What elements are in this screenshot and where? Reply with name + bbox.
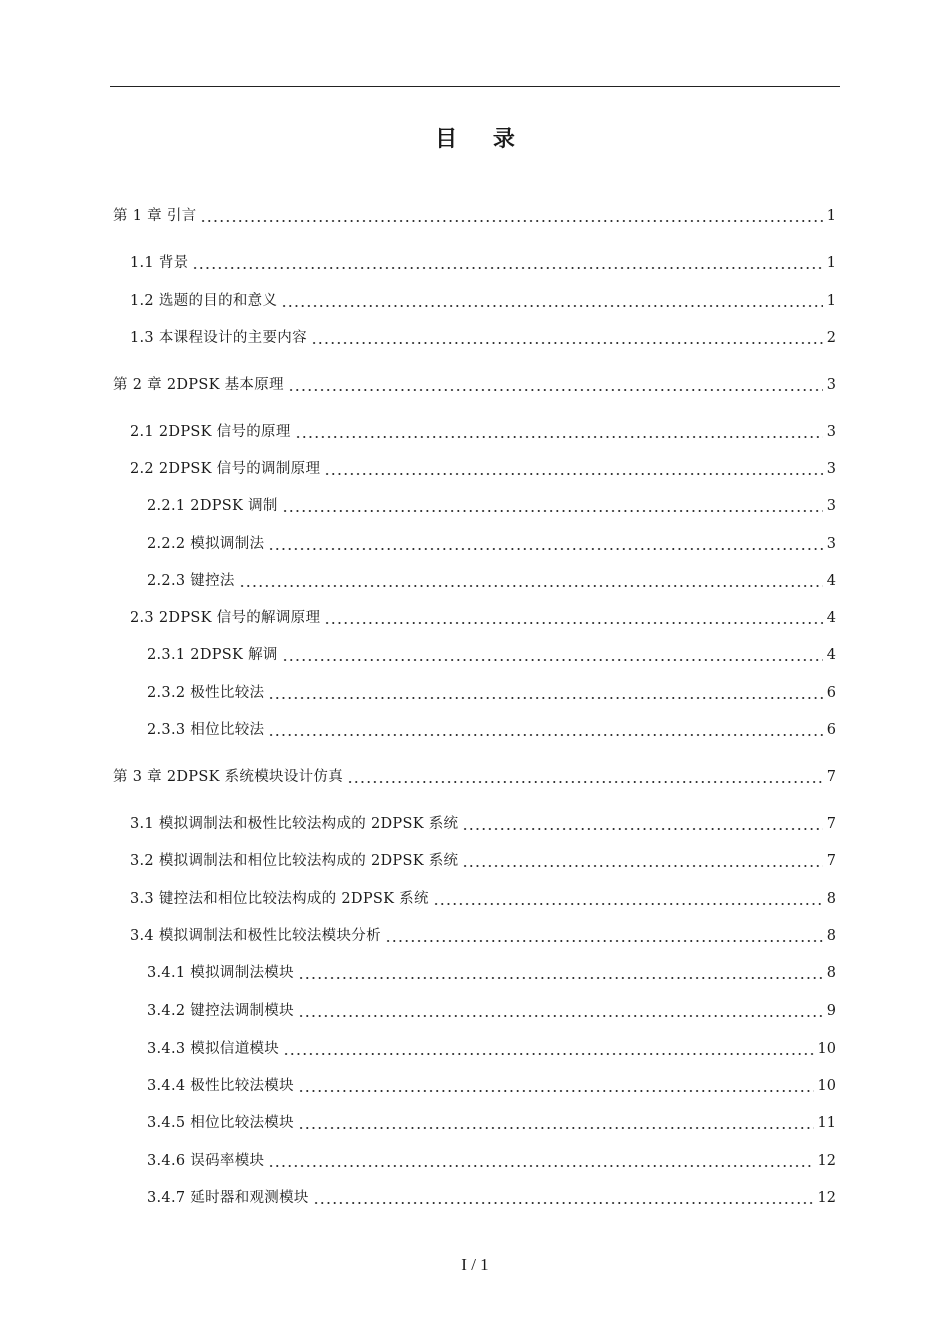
toc-entry[interactable] (147, 495, 836, 517)
toc-entry-page: 3 (826, 377, 836, 393)
toc-entry-label: 3.2 模拟调制法和相位比较法构成的 2DPSK 系统 (130, 853, 459, 869)
toc-dot-leader (268, 723, 822, 737)
toc-entry-page: 2 (826, 330, 836, 346)
toc-entry[interactable] (113, 766, 836, 788)
toc-dot-leader (462, 854, 822, 868)
toc-dot-leader (313, 1191, 814, 1205)
toc-entry-page: 3 (826, 461, 836, 477)
toc-entry-label: 第 2 章 2DPSK 基本原理 (113, 377, 284, 393)
toc-entry-label: 2.2.1 2DPSK 调制 (147, 498, 278, 514)
toc-entry-page: 10 (817, 1041, 836, 1057)
toc-entry[interactable] (147, 533, 836, 555)
toc-entry-label: 2.3.2 极性比较法 (147, 685, 265, 701)
toc-entry[interactable] (130, 327, 836, 349)
toc-entry-label: 2.3 2DPSK 信号的解调原理 (130, 610, 321, 626)
toc-entry-page: 4 (826, 610, 836, 626)
toc-dot-leader (268, 1154, 813, 1168)
toc-dot-leader (295, 425, 823, 439)
toc-entry-label: 2.3.1 2DPSK 解调 (147, 647, 278, 663)
toc-entry-page: 7 (826, 769, 836, 785)
toc-entry-page: 8 (826, 891, 836, 907)
toc-entry[interactable] (130, 888, 836, 910)
toc-dot-leader (268, 537, 822, 551)
toc-entry-label: 2.2.2 模拟调制法 (147, 536, 265, 552)
toc-dot-leader (283, 1042, 813, 1056)
toc-entry-label: 1.2 选题的目的和意义 (130, 293, 278, 309)
toc-entry[interactable] (130, 925, 836, 947)
toc-entry[interactable] (147, 1187, 836, 1209)
toc-entry-label: 3.4.5 相位比较法模块 (147, 1115, 294, 1131)
toc-entry-label: 3.1 模拟调制法和极性比较法构成的 2DPSK 系统 (130, 816, 459, 832)
toc-entry-label: 2.2.3 键控法 (147, 573, 235, 589)
toc-entry[interactable] (130, 607, 836, 629)
toc-entry[interactable] (147, 1075, 836, 1097)
toc-entry-page: 8 (826, 965, 836, 981)
toc-entry-page: 12 (817, 1190, 836, 1206)
toc-dot-leader (298, 1079, 814, 1093)
toc-entry[interactable] (130, 458, 836, 480)
toc-dot-leader (288, 378, 823, 392)
toc-dot-leader (324, 611, 823, 625)
toc-dot-leader (311, 331, 823, 345)
toc-entry-label: 3.4.6 误码率模块 (147, 1153, 265, 1169)
toc-entry[interactable] (147, 1112, 836, 1134)
toc-entry-label: 3.3 键控法和相位比较法构成的 2DPSK 系统 (130, 891, 429, 907)
toc-dot-leader (282, 499, 823, 513)
toc-entry-label: 3.4.1 模拟调制法模块 (147, 965, 294, 981)
page-number-footer: I / 1 (461, 1255, 489, 1274)
toc-entry-label: 3.4.3 模拟信道模块 (147, 1041, 280, 1057)
toc-dot-leader (282, 648, 823, 662)
toc-entry-label: 2.3.3 相位比较法 (147, 722, 265, 738)
toc-dot-leader (200, 209, 822, 223)
toc-entry-page: 7 (826, 816, 836, 832)
toc-entry-page: 4 (826, 573, 836, 589)
toc-dot-leader (298, 1004, 823, 1018)
toc-entry-label: 3.4 模拟调制法和极性比较法模块分析 (130, 928, 381, 944)
toc-dot-leader (298, 966, 823, 980)
toc-entry-page: 11 (817, 1115, 836, 1131)
toc-entry[interactable] (130, 290, 836, 312)
toc-entry[interactable] (147, 1038, 836, 1060)
toc-entry-page: 8 (826, 928, 836, 944)
toc-entry[interactable] (130, 850, 836, 872)
toc-entry[interactable] (147, 682, 836, 704)
toc-entry-page: 9 (826, 1003, 836, 1019)
toc-entry[interactable] (147, 962, 836, 984)
toc-entry[interactable] (130, 252, 836, 274)
toc-entry[interactable] (130, 813, 836, 835)
toc-entry-page: 1 (826, 293, 836, 309)
toc-entry[interactable] (147, 570, 836, 592)
toc-entry-label: 第 1 章 引言 (113, 208, 197, 224)
toc-entry-page: 3 (826, 424, 836, 440)
toc-title: 目 录 (435, 127, 529, 152)
toc-entry-page: 3 (826, 498, 836, 514)
toc-dot-leader (324, 462, 823, 476)
toc-entry-label: 2.1 2DPSK 信号的原理 (130, 424, 291, 440)
toc-entry[interactable] (147, 719, 836, 741)
toc-entry-label: 第 3 章 2DPSK 系统模块设计仿真 (113, 769, 344, 785)
toc-entry-page: 7 (826, 853, 836, 869)
toc-entry-page: 6 (826, 722, 836, 738)
toc-entry[interactable] (147, 1000, 836, 1022)
toc-entry-label: 1.1 背景 (130, 255, 189, 271)
toc-entry-page: 1 (826, 255, 836, 271)
toc-entry-label: 3.4.4 极性比较法模块 (147, 1078, 294, 1094)
toc-dot-leader (462, 817, 822, 831)
toc-entry-page: 3 (826, 536, 836, 552)
toc-entry-page: 10 (817, 1078, 836, 1094)
toc-dot-leader (385, 929, 823, 943)
toc-dot-leader (239, 574, 823, 588)
toc-entry[interactable] (113, 374, 836, 396)
toc-dot-leader (192, 256, 822, 270)
toc-entry[interactable] (130, 421, 836, 443)
toc-entry-label: 3.4.2 键控法调制模块 (147, 1003, 294, 1019)
toc-entry-label: 2.2 2DPSK 信号的调制原理 (130, 461, 321, 477)
toc-entry-page: 1 (826, 208, 836, 224)
toc-dot-leader (268, 686, 822, 700)
toc-dot-leader (347, 770, 823, 784)
toc-entry-page: 12 (817, 1153, 836, 1169)
toc-entry[interactable] (147, 644, 836, 666)
toc-entry-page: 4 (826, 647, 836, 663)
toc-entry[interactable] (147, 1150, 836, 1172)
toc-entry-label: 1.3 本课程设计的主要内容 (130, 330, 307, 346)
toc-entry-page: 6 (826, 685, 836, 701)
toc-dot-leader (281, 294, 822, 308)
toc-entry[interactable] (113, 205, 836, 227)
toc-dot-leader (433, 892, 823, 906)
toc-entry-label: 3.4.7 延时器和观测模块 (147, 1190, 309, 1206)
toc-dot-leader (298, 1116, 814, 1130)
